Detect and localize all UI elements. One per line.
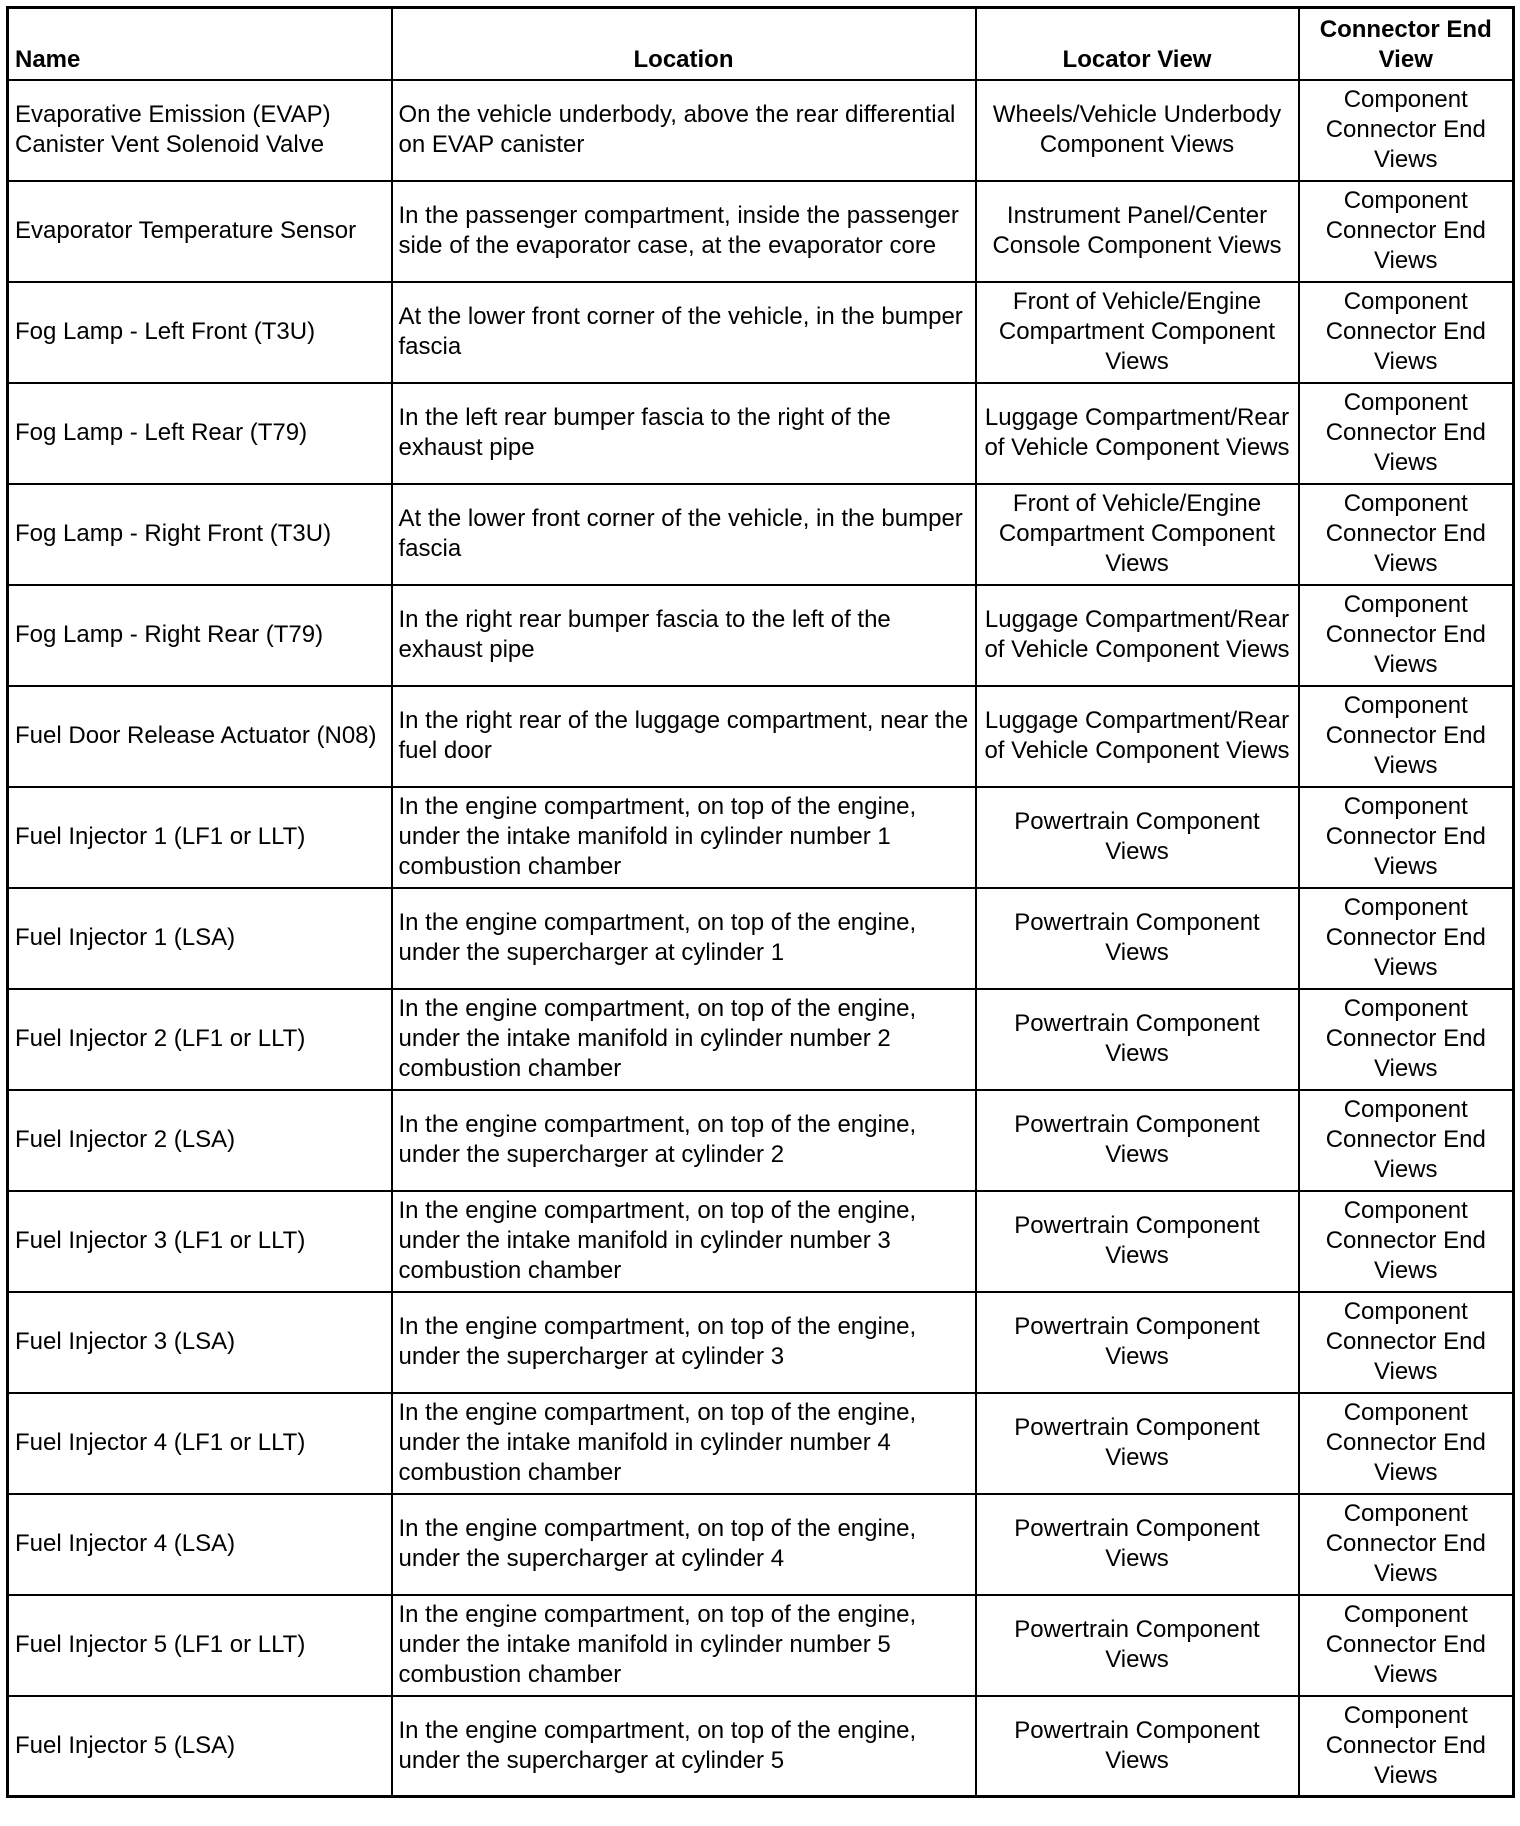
cell-locator: Powertrain Component Views: [976, 787, 1299, 888]
cell-locator: Luggage Compartment/Rear of Vehicle Component Views: [976, 383, 1299, 484]
cell-location: In the engine compartment, on top of the engine, under the intake manifold in cylinder number 1 combustion chamber: [392, 787, 976, 888]
cell-location: In the right rear of the luggage compartment, near the fuel door: [392, 686, 976, 787]
cell-name: Fog Lamp - Right Front (T3U): [8, 484, 392, 585]
cell-location: In the engine compartment, on top of the engine, under the supercharger at cylinder 2: [392, 1090, 976, 1191]
cell-location: On the vehicle underbody, above the rear differential on EVAP canister: [392, 80, 976, 181]
cell-locator: Instrument Panel/Center Console Component Views: [976, 181, 1299, 282]
cell-name: Fuel Injector 5 (LF1 or LLT): [8, 1595, 392, 1696]
table-row: [8, 686, 1514, 787]
column-header-location: Location: [392, 8, 976, 80]
cell-endview: Component Connector End Views: [1299, 585, 1514, 686]
cell-endview: Component Connector End Views: [1299, 1494, 1514, 1595]
cell-locator: Powertrain Component Views: [976, 1292, 1299, 1393]
cell-location: In the left rear bumper fascia to the right of the exhaust pipe: [392, 383, 976, 484]
cell-name: Fog Lamp - Right Rear (T79): [8, 585, 392, 686]
cell-endview: Component Connector End Views: [1299, 1292, 1514, 1393]
cell-endview: Component Connector End Views: [1299, 1696, 1514, 1797]
column-header-name: Name: [8, 8, 392, 80]
cell-locator: Powertrain Component Views: [976, 1595, 1299, 1696]
cell-endview: Component Connector End Views: [1299, 282, 1514, 383]
cell-location: At the lower front corner of the vehicle, in the bumper fascia: [392, 282, 976, 383]
cell-location: In the passenger compartment, inside the passenger side of the evaporator case, at the evaporator core: [392, 181, 976, 282]
table-header: [8, 8, 1514, 80]
cell-name: Fuel Injector 4 (LF1 or LLT): [8, 1393, 392, 1494]
cell-locator: Powertrain Component Views: [976, 888, 1299, 989]
cell-name: Evaporator Temperature Sensor: [8, 181, 392, 282]
cell-locator: Powertrain Component Views: [976, 1494, 1299, 1595]
cell-location: In the engine compartment, on top of the engine, under the supercharger at cylinder 1: [392, 888, 976, 989]
cell-name: Fuel Injector 3 (LF1 or LLT): [8, 1191, 392, 1292]
cell-locator: Front of Vehicle/Engine Compartment Component Views: [976, 282, 1299, 383]
cell-name: Evaporative Emission (EVAP) Canister Vent Solenoid Valve: [8, 80, 392, 181]
table-row: [8, 1090, 1514, 1191]
table-row: [8, 989, 1514, 1090]
cell-locator: Wheels/Vehicle Underbody Component Views: [976, 80, 1299, 181]
cell-locator: Luggage Compartment/Rear of Vehicle Component Views: [976, 686, 1299, 787]
cell-endview: Component Connector End Views: [1299, 80, 1514, 181]
table-row: [8, 1393, 1514, 1494]
cell-locator: Powertrain Component Views: [976, 1393, 1299, 1494]
cell-endview: Component Connector End Views: [1299, 1191, 1514, 1292]
cell-location: In the engine compartment, on top of the engine, under the supercharger at cylinder 3: [392, 1292, 976, 1393]
cell-location: In the engine compartment, on top of the engine, under the intake manifold in cylinder number 2 combustion chamber: [392, 989, 976, 1090]
cell-location: In the engine compartment, on top of the engine, under the intake manifold in cylinder number 5 combustion chamber: [392, 1595, 976, 1696]
cell-endview: Component Connector End Views: [1299, 1595, 1514, 1696]
cell-endview: Component Connector End Views: [1299, 383, 1514, 484]
column-header-locator-view: Locator View: [976, 8, 1299, 80]
table-body: [8, 80, 1514, 1797]
table-row: [8, 888, 1514, 989]
table-row: [8, 585, 1514, 686]
table-row: [8, 787, 1514, 888]
cell-name: Fuel Injector 3 (LSA): [8, 1292, 392, 1393]
cell-name: Fuel Door Release Actuator (N08): [8, 686, 392, 787]
cell-location: At the lower front corner of the vehicle, in the bumper fascia: [392, 484, 976, 585]
cell-endview: Component Connector End Views: [1299, 181, 1514, 282]
cell-location: In the right rear bumper fascia to the left of the exhaust pipe: [392, 585, 976, 686]
cell-name: Fuel Injector 2 (LSA): [8, 1090, 392, 1191]
cell-name: Fuel Injector 1 (LF1 or LLT): [8, 787, 392, 888]
cell-endview: Component Connector End Views: [1299, 888, 1514, 989]
cell-location: In the engine compartment, on top of the engine, under the supercharger at cylinder 4: [392, 1494, 976, 1595]
cell-locator: Powertrain Component Views: [976, 1696, 1299, 1797]
cell-locator: Powertrain Component Views: [976, 989, 1299, 1090]
table-row: [8, 1696, 1514, 1797]
cell-locator: Powertrain Component Views: [976, 1090, 1299, 1191]
cell-endview: Component Connector End Views: [1299, 686, 1514, 787]
table-row: [8, 1494, 1514, 1595]
component-locator-table: [6, 6, 1515, 1798]
cell-locator: Front of Vehicle/Engine Compartment Component Views: [976, 484, 1299, 585]
cell-name: Fuel Injector 4 (LSA): [8, 1494, 392, 1595]
cell-locator: Powertrain Component Views: [976, 1191, 1299, 1292]
table-row: [8, 181, 1514, 282]
cell-name: Fog Lamp - Left Front (T3U): [8, 282, 392, 383]
cell-endview: Component Connector End Views: [1299, 1393, 1514, 1494]
cell-endview: Component Connector End Views: [1299, 1090, 1514, 1191]
cell-name: Fuel Injector 5 (LSA): [8, 1696, 392, 1797]
cell-name: Fog Lamp - Left Rear (T79): [8, 383, 392, 484]
table-row: [8, 1292, 1514, 1393]
header-row: [8, 8, 1514, 80]
table-row: [8, 383, 1514, 484]
cell-endview: Component Connector End Views: [1299, 484, 1514, 585]
cell-location: In the engine compartment, on top of the engine, under the intake manifold in cylinder number 3 combustion chamber: [392, 1191, 976, 1292]
cell-name: Fuel Injector 2 (LF1 or LLT): [8, 989, 392, 1090]
cell-name: Fuel Injector 1 (LSA): [8, 888, 392, 989]
cell-endview: Component Connector End Views: [1299, 787, 1514, 888]
table-row: [8, 1191, 1514, 1292]
cell-endview: Component Connector End Views: [1299, 989, 1514, 1090]
cell-location: In the engine compartment, on top of the engine, under the intake manifold in cylinder number 4 combustion chamber: [392, 1393, 976, 1494]
cell-locator: Luggage Compartment/Rear of Vehicle Component Views: [976, 585, 1299, 686]
column-header-connector-end-view: Connector End View: [1299, 8, 1514, 80]
table-row: [8, 80, 1514, 181]
cell-location: In the engine compartment, on top of the engine, under the supercharger at cylinder 5: [392, 1696, 976, 1797]
table-row: [8, 282, 1514, 383]
table-row: [8, 1595, 1514, 1696]
table-row: [8, 484, 1514, 585]
